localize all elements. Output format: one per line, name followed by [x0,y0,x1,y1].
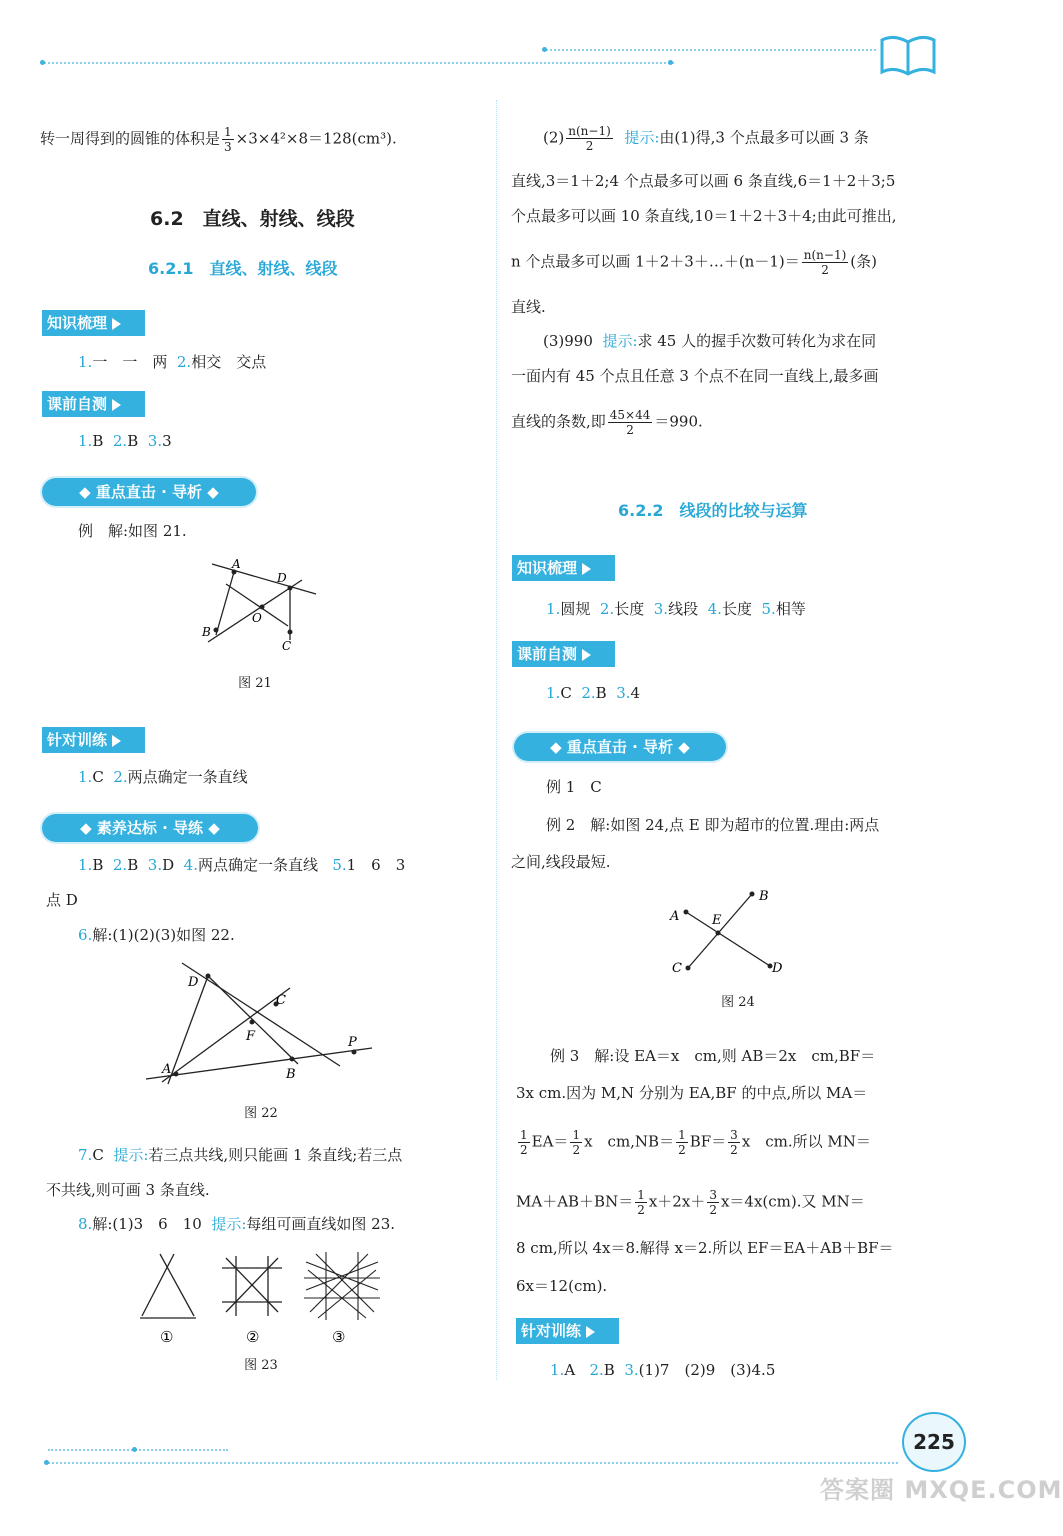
r-line-7: 一面内有 45 个点且任意 3 个点不在同一直线上,最多画 [511,367,879,385]
fig21-label: C [282,639,292,653]
fig21-label: O [252,611,262,625]
fig22-label: B [286,1067,296,1082]
knowledge-tag-2: 知识梳理 [512,555,615,581]
fig23-mark: ③ [332,1328,346,1346]
section-title: 6.2 直线、射线、线段 [150,208,355,230]
fig24-label: B [759,889,769,904]
r-line-5: 直线. [511,298,546,316]
fig22-label: C [276,993,286,1008]
pretest-tag-2: 课前自测 [512,641,615,667]
page-number-badge [902,1412,966,1472]
practice-answers: 1.C 2.两点确定一条直线 [78,768,248,786]
focus-pill: ◆ 重点直击 · 导析 ◆ [42,478,256,506]
knowledge-answers-2: 1.圆规 2.长度 3.线段 4.长度 5.相等 [546,600,806,618]
book-icon [878,32,938,78]
example-2b: 之间,线段最短. [511,853,611,871]
header-rule-long [44,62,674,64]
fig22-caption: 图 22 [244,1106,278,1121]
q8-line: 8.解:(1)3 6 10 提示:每组可画直线如图 23. [78,1215,396,1233]
fig22-label: D [188,975,199,990]
footer-dot [44,1460,49,1465]
knowledge-answers: 1.一 一 两 2.相交 交点 [78,353,267,371]
fig24-label: A [670,909,680,924]
pretest-answers-2: 1.C 2.B 3.4 [546,684,641,702]
pretest-answers: 1.B 2.B 3.3 [78,432,172,450]
practice-tag: 针对训练 [42,727,145,753]
example-3c: $\frac{1}{2}$ EA＝ $\frac{1}{2}$ x cm,NB＝ $\frac{1}{2}$ BF＝ $\frac{3}{2}$ x cm.所以 MN＝ [520,1128,871,1157]
fig24-label: D [772,961,783,976]
left-top-line: 转一周得到的圆锥的体积是 $\frac{1}{3}$ ×3×4²×8＝128(cm³). [40,125,397,154]
example-3e: 8 cm,所以 4x＝8.解得 x＝2.所以 EF＝EA＋AB＋BF＝ [516,1239,894,1257]
figure-21 [190,552,330,657]
example-line: 例 解:如图 21. [78,522,187,540]
q6-line: 6.解:(1)(2)(3)如图 22. [78,926,235,944]
fig22-label: P [348,1035,357,1050]
literacy-pill: ◆ 素养达标 · 导练 ◆ [42,814,258,842]
header-dot [542,47,547,52]
page-number: 225 [913,1430,955,1454]
fig21-label: B [202,625,211,639]
figure-23 [130,1250,390,1350]
literacy-answers-cont: 点 D [46,891,78,909]
fig23-caption: 图 23 [244,1358,278,1373]
header-dot [668,60,673,65]
practice-answers-2: 1.A 2.B 3.(1)7 (2)9 (3)4.5 [550,1361,776,1379]
fig21-caption: 图 21 [238,676,272,691]
header-rule-short [546,49,876,51]
fig24-caption: 图 24 [721,995,755,1010]
subsection-title: 6.2.1 直线、射线、线段 [148,259,338,278]
fig24-label: E [712,913,722,928]
fig22-label: F [246,1029,256,1044]
r-line-4: n 个点最多可以画 1＋2＋3＋…＋(n－1)＝ $\frac{n(n-1)}{2}$ (条) [511,248,877,277]
r-line-3: 个点最多可以画 10 条直线,10＝1＋2＋3＋4;由此可推出, [511,207,897,225]
subsection-title-2: 6.2.2 线段的比较与运算 [618,501,808,520]
column-divider [496,100,497,1380]
example-3b: 3x cm.因为 M,N 分别为 EA,BF 的中点,所以 MA＝ [516,1084,868,1102]
header-dot [40,60,45,65]
example-2a: 例 2 解:如图 24,点 E 即为超市的位置.理由:两点 [546,816,880,834]
example-3a: 例 3 解:设 EA＝x cm,则 AB＝2x cm,BF＝ [550,1047,876,1065]
footer-dot [132,1447,137,1452]
r-line-2: 直线,3＝1＋2;4 个点最多可以画 6 条直线,6＝1＋2＋3;5 [511,172,896,190]
figure-22 [140,958,380,1093]
fig21-label: D [277,571,287,585]
q7-line: 7.C 提示:若三点共线,则只能画 1 条直线;若三点 [78,1146,403,1164]
fig23-mark: ② [246,1328,260,1346]
footer-rule-short [48,1449,228,1451]
example-3d: MA＋AB＋BN＝ $\frac{1}{2}$ x＋2x＋ $\frac{3}{2}$ x＝4x(cm).又 MN＝ [516,1188,865,1217]
q7-cont: 不共线,则可画 3 条直线. [46,1181,210,1199]
knowledge-tag: 知识梳理 [42,310,145,336]
fig23-mark: ① [160,1328,174,1346]
literacy-answers: 1.B 2.B 3.D 4.两点确定一条直线 5.1 6 3 [78,856,406,874]
example-1: 例 1 C [546,778,602,796]
footer-rule [48,1462,898,1464]
figure-24 [664,884,794,984]
watermark: 答案圈 MXQE.COM [820,1476,1063,1504]
practice-tag-2: 针对训练 [516,1318,619,1344]
r-line-8: 直线的条数,即 $\frac{45\times 44}{2}$ ＝990. [511,408,703,437]
fig21-label: A [232,557,241,571]
r-line-6: (3)990 提示:求 45 人的握手次数可转化为求在同 [543,332,877,350]
focus-pill-2: ◆ 重点直击 · 导析 ◆ [514,733,726,761]
pretest-tag: 课前自测 [42,391,145,417]
fig22-label: A [162,1062,172,1077]
r-line-1: (2) $\frac{n(n-1)}{2}$ 提示:由(1)得,3 个点最多可以画 3 条 [543,124,869,153]
fig24-label: C [672,961,682,976]
example-3f: 6x＝12(cm). [516,1277,608,1295]
